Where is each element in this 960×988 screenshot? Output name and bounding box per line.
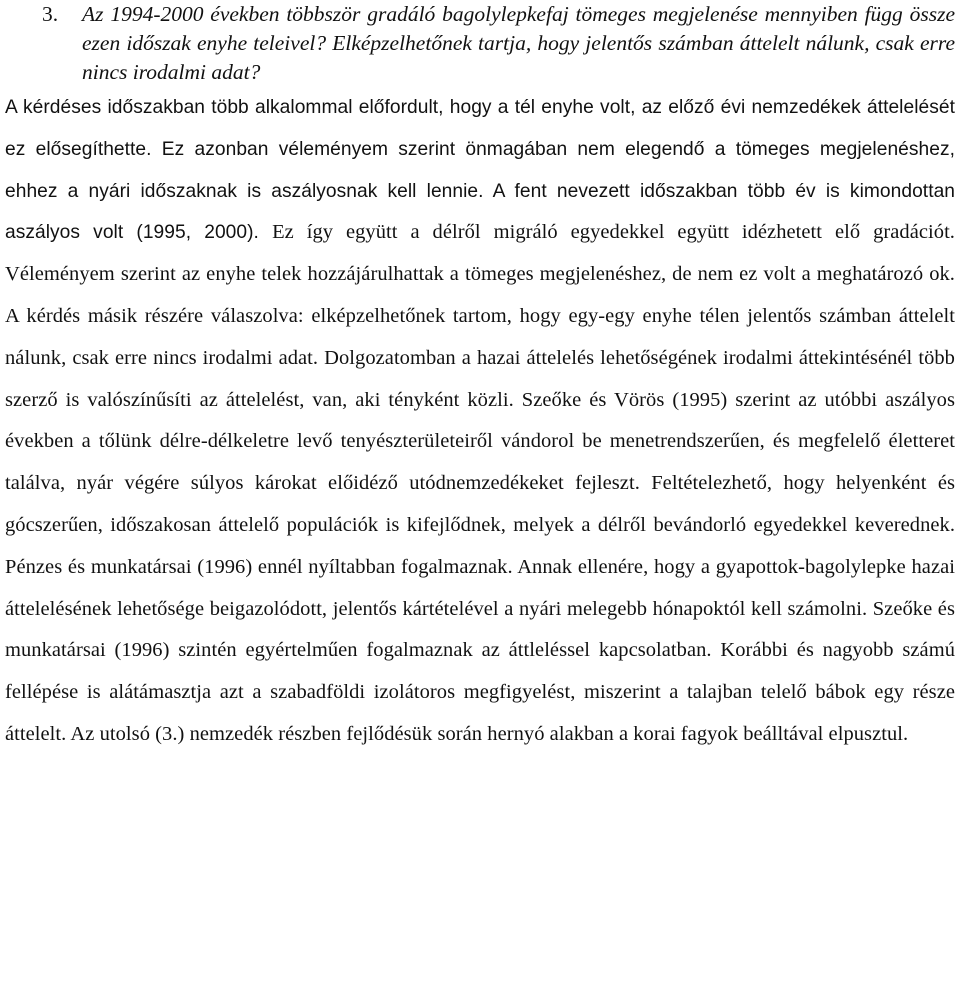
question-paragraph [5,0,955,87]
answer-sentence: Pénzes és munkatársai (1996) ennél nyíltabban fogalmaznak. [5,555,518,578]
answer-sentence: Szeőke és munkatársai (1996) szintén egyértelműen fogalmaznak az áttleléssel kapcsolatban. [5,597,955,662]
answer-sentence: Az utolsó (3.) nemzedék részben fejlődésük során hernyó alakban a korai fagyok beálltával elpusztul. [70,722,909,745]
document-page [5,0,955,756]
answer-sentence: Szeőke és Vörös (1995) szerint az utóbbi aszályos években a tőlünk délre-délkeletre levő tenyészterületeiről vándorol be menetrendszerűen, és megfelelő életteret találva, nyár végére súlyos károkat előidéző utódnemzedékeket fejleszt. [5,388,955,495]
answer-sentence: Véleményem szerint az enyhe telek hozzájárulhattak a tömeges megjelenéshez, de nem ez volt a meghatározó ok. [5,263,955,286]
question-number: 3. [42,2,59,26]
answer-sentence: Korábbi és nagyobb számú fellépése is alátámasztja azt a szabadföldi izolátoros megfigyelést, miszerint a talajban telelő bábok egy része áttelelt. [5,639,956,745]
answer-sentence: Feltételezhető, hogy helyenként és gócszerűen, időszakosan áttelelő populációk is kifejlődnek, melyek a délről bevándorló egyedekkel keverednek. [5,472,955,536]
answer-paragraph [5,87,955,756]
answer-sentence: A fent nevezett időszakban több év is kimondottan aszályos volt (1995, 2000). [5,180,956,244]
answer-sentence: A kérdéses időszakban több alkalommal előfordult, hogy a tél enyhe volt, az előző évi nemzedékek áttelelését ez elősegíthette. [5,97,955,160]
answer-sentence: Ez azonban véleményem szerint önmagában nem elegendő a tömeges megjelenéshez, ehhez a nyári időszaknak is aszályosnak kell lennie. [5,138,955,202]
question-text: Az 1994-2000 években többször gradáló bagolylepkefaj tömeges megjelenése mennyiben függ össze ezen időszak enyhe teleivel? Elképzelhetőnek tartja, hogy jelentős számban áttelelt nálunk, csak erre nincs irodalmi adat? [82,2,955,84]
answer-sentence: Ez így együtt a délről migráló egyedekkel együtt idézhetett elő gradációt. [272,221,955,244]
answer-sentence: Annak ellenére, hogy a gyapottok-bagolylepke hazai áttelelésének lehetősége beigazolódott, jelentős kártételével a nyári melegebb hónapoktól kell számolni. [5,555,955,620]
answer-sentence: A kérdés másik részére válaszolva: elképzelhetőnek tartom, hogy egy-egy enyhe télen jelentős számban áttelelt nálunk, csak erre nincs irodalmi adat. [5,304,955,369]
answer-sentence: Dolgozatomban a hazai áttelelés lehetőségének irodalmi áttekintésénél több szerző is valószínűsíti az áttelelést, van, aki tényként közli. [5,346,955,411]
